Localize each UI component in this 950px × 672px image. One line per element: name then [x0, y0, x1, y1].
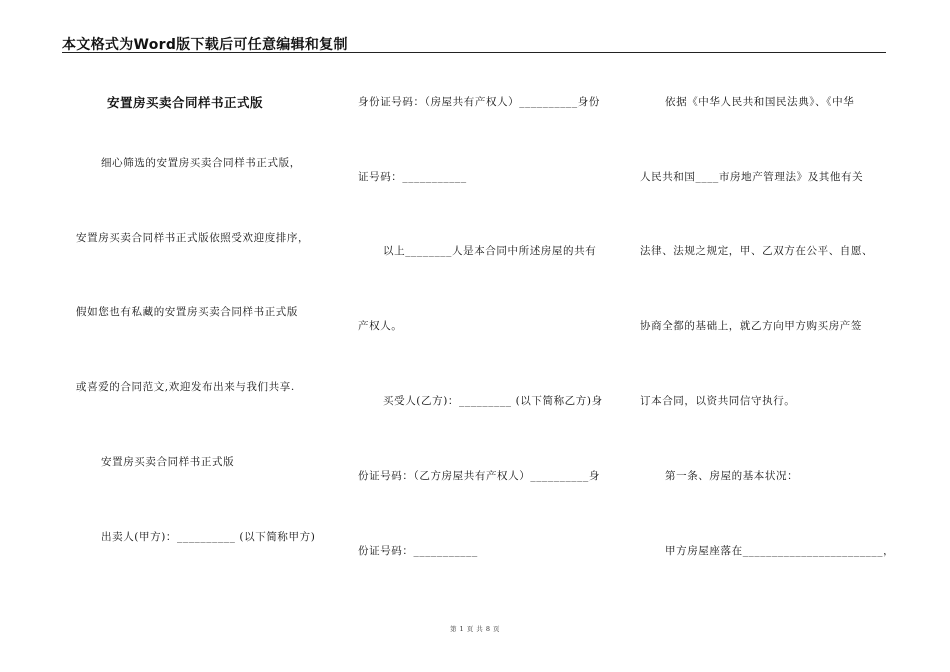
paragraph-line: 身份证号码：（房屋共有产权人）__________身份 [358, 96, 600, 108]
paragraph-line: 安置房买卖合同样书正式版依照受欢迎度排序， [76, 232, 310, 244]
paragraph-line: 以上________人是本合同中所述房屋的共有 [383, 245, 597, 257]
paragraph-line: 法律、法规之规定，甲、乙双方在公平、自愿、 [640, 245, 874, 257]
paragraph-line: 产权人。 [358, 320, 403, 332]
paragraph-line: 订本合同，以资共同信守执行。 [640, 395, 796, 407]
paragraph-line: 出卖人(甲方)：__________ (以下简称甲方) [101, 531, 316, 543]
document-header [62, 34, 886, 53]
paragraph-line: 细心筛选的安置房买卖合同样书正式版， [101, 157, 301, 169]
header-text: 本文格式为Word版下载后可任意编辑和复制 [62, 37, 348, 53]
paragraph-line: 证号码：___________ [358, 171, 467, 183]
paragraph-line: 第一条、房屋的基本状况： [665, 470, 799, 482]
document-title: 安置房买卖合同样书正式版 [107, 95, 264, 110]
page-footer: 第 1 页 共 8 页 [449, 625, 501, 633]
paragraph-line: 依据《中华人民共和国民法典》、《中华 [665, 96, 855, 108]
paragraph-line: 买受人(乙方)：_________ (以下简称乙方)身 [383, 395, 603, 407]
paragraph-line: 份证号码：___________ [358, 545, 478, 557]
paragraph-line: 人民共和国____市房地产管理法》及其他有关 [640, 171, 864, 183]
paragraph-line: 甲方房屋座落在________________________， [665, 545, 895, 557]
paragraph-line: 协商全都的基础上，就乙方向甲方购买房产签 [640, 320, 862, 332]
paragraph-line: 或喜爱的合同范文,欢迎发布出来与我们共享. [76, 381, 295, 393]
paragraph-line: 安置房买卖合同样书正式版 [101, 456, 235, 468]
paragraph-line: 假如您也有私藏的安置房买卖合同样书正式版 [76, 306, 298, 318]
paragraph-line: 份证号码：（乙方房屋共有产权人）__________身 [358, 470, 600, 482]
